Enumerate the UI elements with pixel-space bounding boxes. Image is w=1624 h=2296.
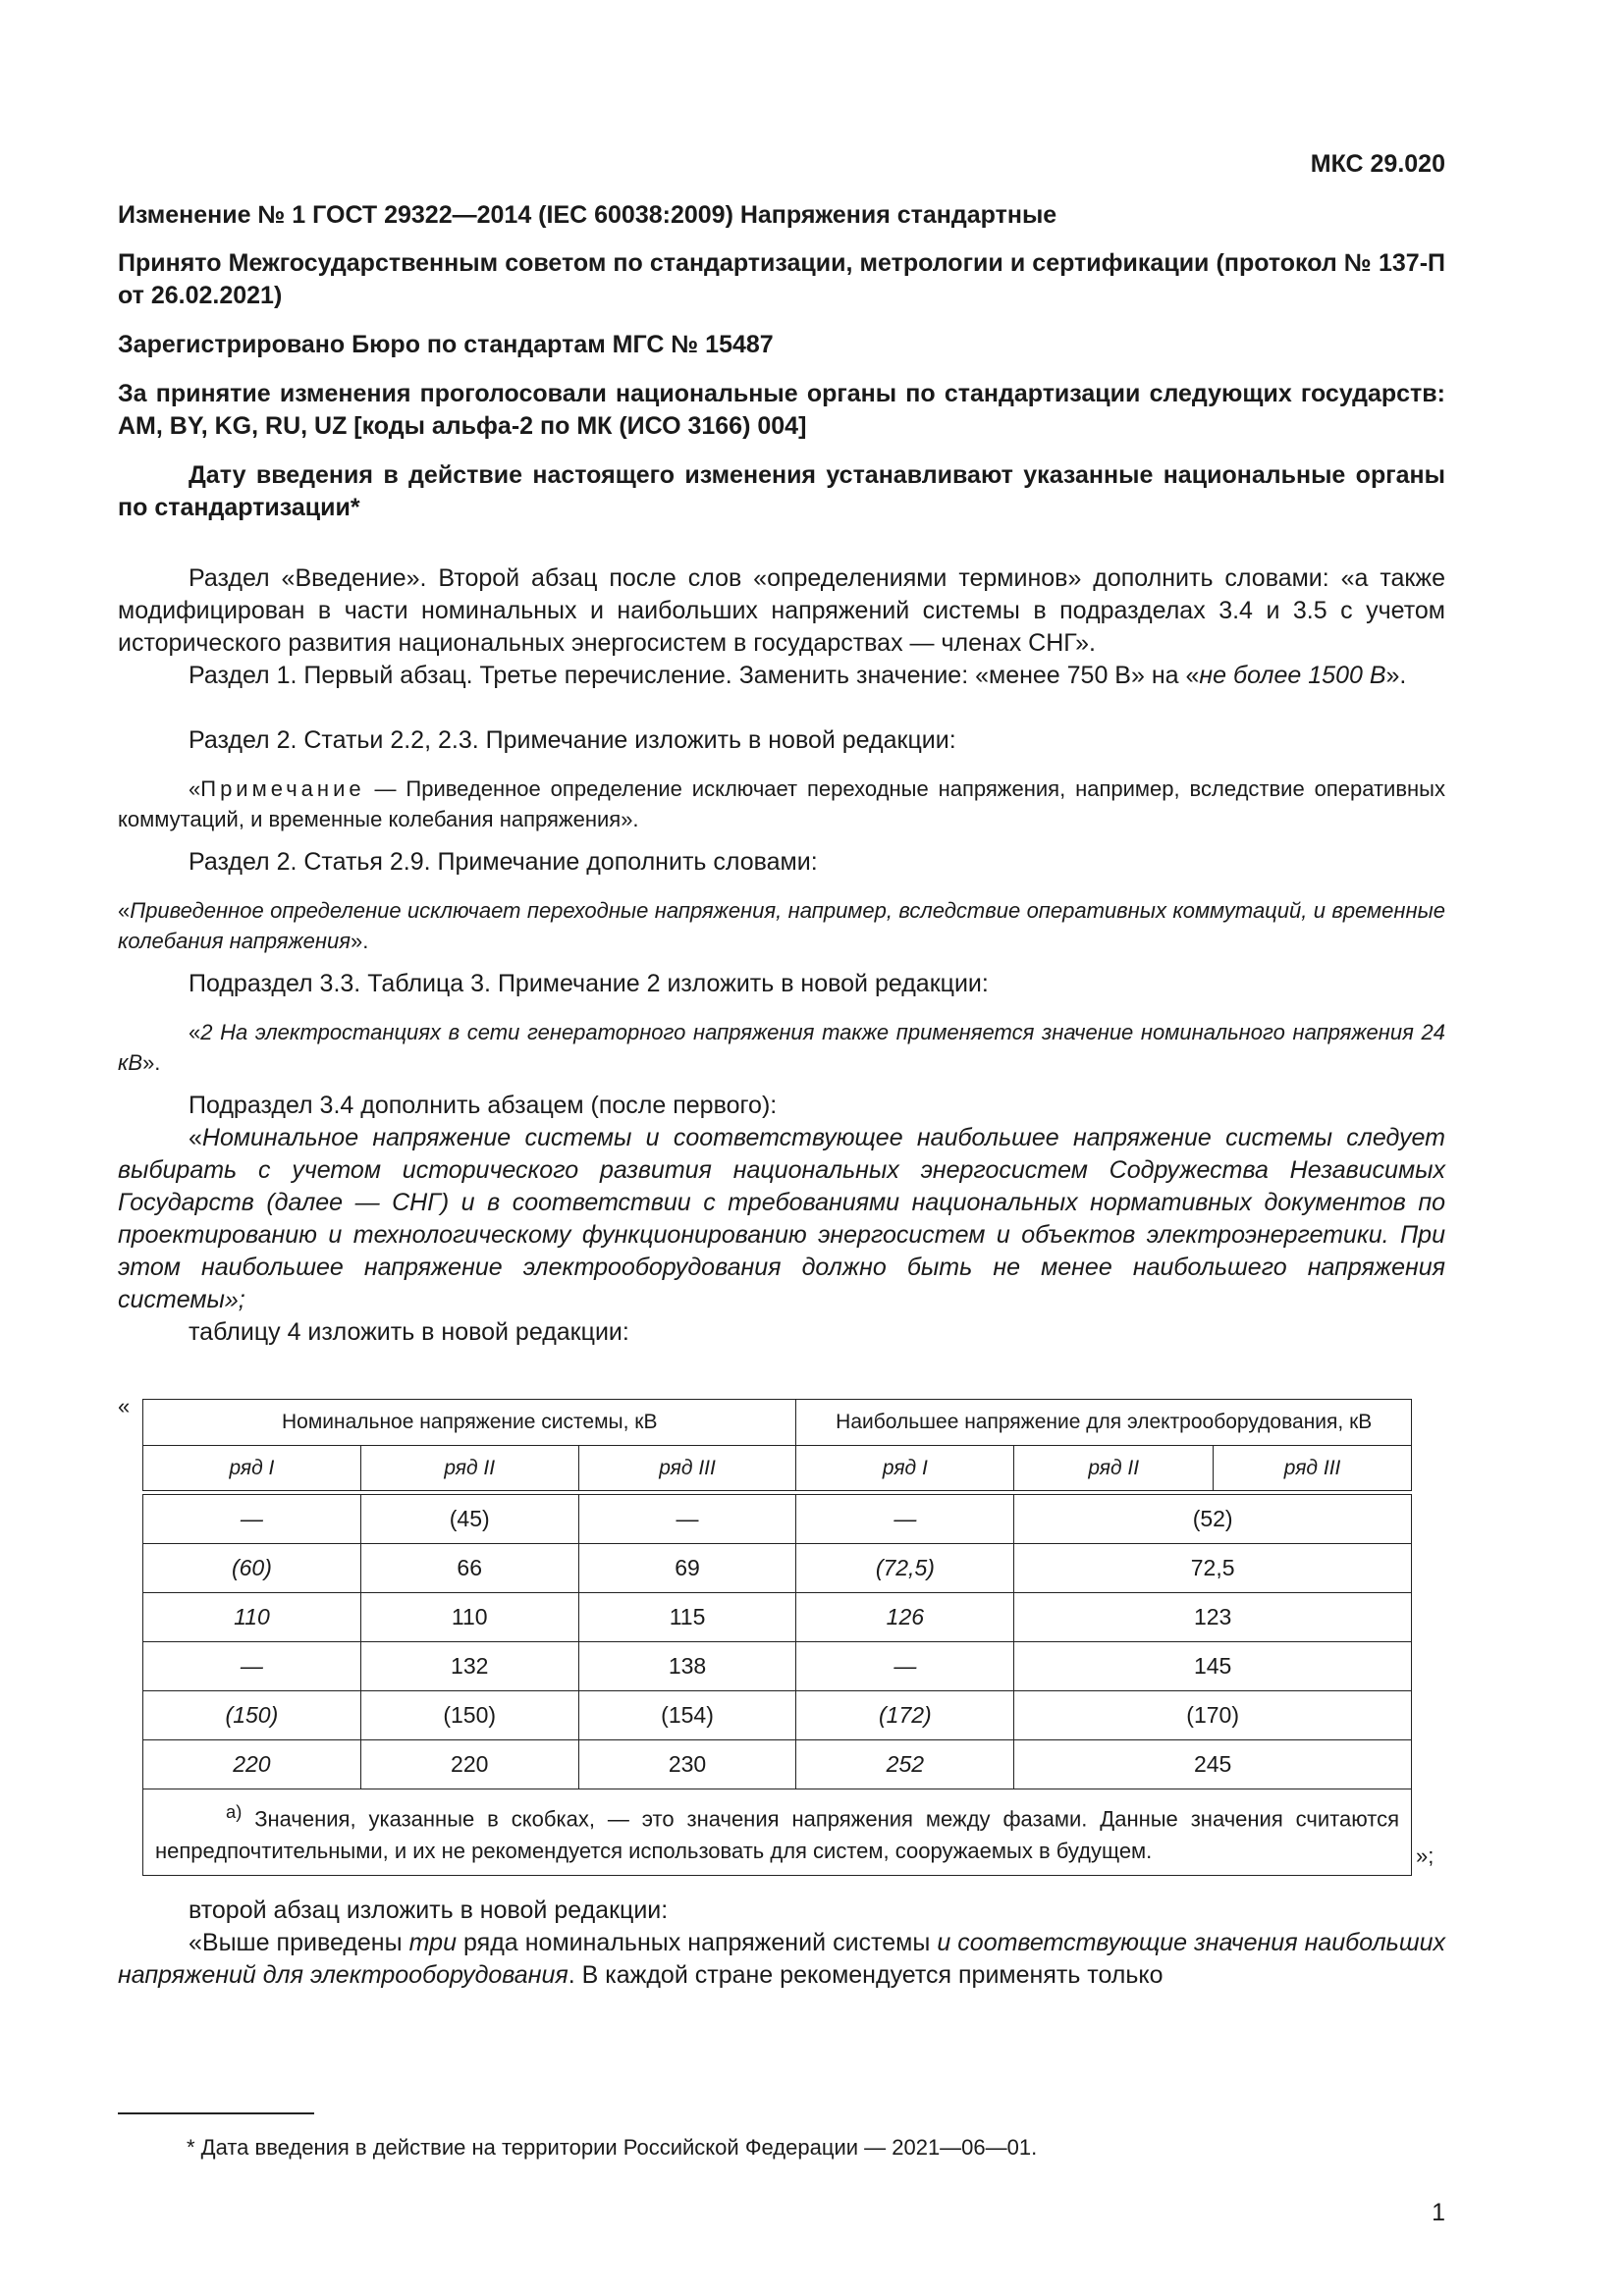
adopted-statement: Принято Межгосударственным советом по стандартизации, метрологии и сертификации (протокол № 137-П от 26.02.2021): [118, 249, 1445, 309]
quote-note2: «2 На электростанциях в сети генераторного напряжения также применяется значение номинального напряжения 24 кВ».: [118, 1020, 1445, 1075]
table-cell: 115: [578, 1593, 796, 1642]
page-number: 1: [1432, 2199, 1445, 2226]
footnote-mark: а): [226, 1801, 243, 1822]
sub-header-cell: ряд I: [796, 1446, 1014, 1491]
paragraph-subsection33: Подраздел 3.3. Таблица 3. Примечание 2 изложить в новой редакции:: [189, 970, 989, 997]
paragraph-second-abzac: второй абзац изложить в новой редакции:: [189, 1896, 669, 1924]
table-cell: —: [143, 1495, 361, 1544]
table-row: [143, 1544, 1412, 1593]
table-cell: 145: [1014, 1642, 1412, 1691]
paragraph-section2-articles: Раздел 2. Статьи 2.2, 2.3. Примечание изложить в новой редакции:: [189, 726, 956, 754]
table-cell: (154): [578, 1691, 796, 1740]
paragraph-section2-article29: Раздел 2. Статья 2.9. Примечание дополнить словами:: [189, 848, 818, 876]
table-cell: 69: [578, 1544, 796, 1593]
page-footnote: * Дата введения в действие на территории Российской Федерации — 2021—06—01.: [187, 2135, 1038, 2160]
paragraph-table4: таблицу 4 изложить в новой редакции:: [189, 1318, 629, 1346]
table-cell: 126: [796, 1593, 1014, 1642]
table-open-quote: «: [118, 1394, 131, 1418]
voted-statement: За принятие изменения проголосовали национальные органы по стандартизации следующих государств: AM, BY, KG, RU, UZ [коды альфа-2 по МК (ИСО 3166) 004]: [118, 380, 1445, 440]
table-cell: (52): [1014, 1495, 1412, 1544]
quote-article29: «Приведенное определение исключает переходные напряжения, например, вследствие оперативных коммутаций, и временные колебания напряжения».: [118, 898, 1445, 953]
table-cell: —: [143, 1642, 361, 1691]
table-group-header-row: [143, 1400, 1412, 1446]
group-header-highest: Наибольшее напряжение для электрооборудования, кВ: [796, 1400, 1412, 1446]
group-header-nominal: Номинальное напряжение системы, кВ: [143, 1400, 796, 1446]
table-cell: (150): [360, 1691, 578, 1740]
table-cell: —: [578, 1495, 796, 1544]
registered-statement: Зарегистрировано Бюро по стандартам МГС № 15487: [118, 331, 774, 358]
table-cell: (60): [143, 1544, 361, 1593]
footnote-divider: [118, 2112, 314, 2114]
table-cell: (72,5): [796, 1544, 1014, 1593]
table-sub-header-row: [143, 1446, 1412, 1491]
sub-header-cell: ряд I: [143, 1446, 361, 1491]
quote-subsection34: «Номинальное напряжение системы и соответствующее наибольшее напряжение системы следует выбирать с учетом исторического развития национальных энергосистем Содружества Независимых Государств (далее — СНГ) и в соответствии с требованиями национальных нормативных документов по проектированию и технологическому функционированию энергосистем и объектов электроэнергетики. При этом наибольшее напряжение электрооборудования должно быть не менее наибольшего напряжения системы»;: [118, 1124, 1445, 1313]
sub-header-cell: ряд II: [360, 1446, 578, 1491]
sub-header-cell: ряд II: [1014, 1446, 1214, 1491]
table-cell: 132: [360, 1642, 578, 1691]
table-row: [143, 1691, 1412, 1740]
table-row: [143, 1740, 1412, 1789]
table-row: [143, 1593, 1412, 1642]
paragraph-introduction: Раздел «Введение». Второй абзац после слов «определениями терминов» дополнить словами: «а также модифицирован в части номинальных и наибольших напряжений системы в подразделах 3.4 и 3.5 с учетом исторического развития национальных энергосистем в государствах — членах СНГ».: [118, 564, 1445, 657]
table-row: [143, 1495, 1412, 1544]
table-cell: 230: [578, 1740, 796, 1789]
table-footnote-row: [143, 1789, 1412, 1876]
table-cell: 110: [143, 1593, 361, 1642]
table-cell: —: [796, 1495, 1014, 1544]
table-cell: 66: [360, 1544, 578, 1593]
note-label: Примечание: [200, 776, 365, 801]
paragraph-three-rows: «Выше приведены три ряда номинальных напряжений системы и соответствующие значения наибольших напряжений для электрооборудования. В каждой стране рекомендуется применять только: [118, 1929, 1445, 1989]
voltage-table: [142, 1399, 1412, 1876]
table-cell: 252: [796, 1740, 1014, 1789]
table-cell: (45): [360, 1495, 578, 1544]
table-cell: 138: [578, 1642, 796, 1691]
table-cell: 72,5: [1014, 1544, 1412, 1593]
table-cell: —: [796, 1642, 1014, 1691]
table-row: [143, 1642, 1412, 1691]
table-close-quote: »;: [1416, 1843, 1435, 1868]
table-cell: (150): [143, 1691, 361, 1740]
paragraph-section1: Раздел 1. Первый абзац. Третье перечисление. Заменить значение: «менее 750 В» на «не более 1500 В».: [189, 662, 1407, 689]
note-block: «Примечание — Приведенное определение исключает переходные напряжения, например, вследствие оперативных коммутаций, и временные колебания напряжения».: [118, 776, 1445, 831]
sub-header-cell: ряд III: [1214, 1446, 1412, 1491]
effective-date-statement: Дату введения в действие настоящего изменения устанавливают указанные национальные органы по стандартизации*: [118, 461, 1445, 521]
table-cell: 110: [360, 1593, 578, 1642]
table-cell: (170): [1014, 1691, 1412, 1740]
table-cell: (172): [796, 1691, 1014, 1740]
sub-header-cell: ряд III: [578, 1446, 796, 1491]
amendment-title: Изменение № 1 ГОСТ 29322—2014 (IEC 60038:2009) Напряжения стандартные: [118, 201, 1057, 229]
classification-code: МКС 29.020: [1310, 150, 1445, 178]
table-footnote: $^{а)}$ Значения, указанные в скобках, — это значения напряжения между фазами. Данные значения считаются непредпочтительными, и их не рекомендуется использовать для систем, сооружаемых в будущем.: [143, 1789, 1412, 1876]
document-page: [118, 0, 1445, 2296]
table-cell: 220: [360, 1740, 578, 1789]
paragraph-subsection34: Подраздел 3.4 дополнить абзацем (после первого):: [189, 1092, 778, 1119]
table-cell: 245: [1014, 1740, 1412, 1789]
table-cell: 123: [1014, 1593, 1412, 1642]
table-cell: 220: [143, 1740, 361, 1789]
